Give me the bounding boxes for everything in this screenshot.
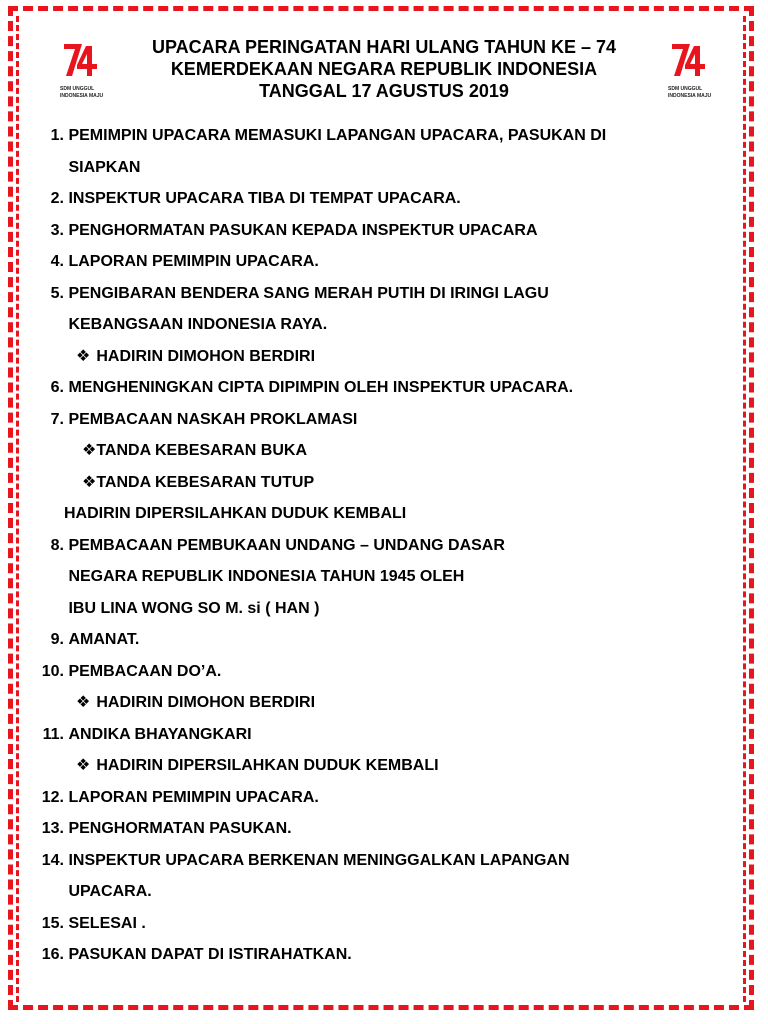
diamond-bullet-icon: ❖ — [76, 347, 91, 365]
item-text: INSPEKTUR UPACARA TIBA DI TEMPAT UPACARA. — [68, 190, 461, 207]
list-item — [26, 624, 730, 656]
item-number: 11. — [42, 725, 64, 743]
diamond-bullet-icon: ❖ — [82, 442, 97, 459]
sub-item — [26, 435, 730, 467]
item-number: 14. — [41, 851, 64, 869]
item-text: PASUKAN DAPAT DI ISTIRAHATKAN. — [68, 946, 352, 963]
item-number: 16. — [41, 946, 64, 963]
item-text: PENGIBARAN BENDERA SANG MERAH PUTIH DI IRINGI LAGU — [68, 284, 549, 302]
list-item — [26, 246, 730, 278]
item-text: SIAPKAN — [68, 158, 141, 176]
sub-item-text: HADIRIN DIPERSILAHKAN DUDUK KEMBALI — [96, 757, 439, 774]
item-text: ANDIKA BHAYANGKARI — [68, 725, 252, 743]
diamond-bullet-icon: ❖ — [82, 473, 97, 491]
list-item — [26, 120, 730, 183]
item-number: 7. — [50, 410, 64, 428]
item-text: PEMIMPIN UPACARA MEMASUKI LAPANGAN UPACARA, PASUKAN DI — [68, 127, 607, 144]
item-text: PEMBACAAN PEMBUKAAN UNDANG – UNDANG DASAR — [68, 536, 505, 554]
list-item — [26, 215, 730, 247]
logo-caption-1: SDM UNGGUL — [60, 86, 95, 92]
item-number: 15. — [41, 914, 64, 932]
list-item — [26, 782, 730, 814]
logo-74-icon — [60, 40, 100, 80]
item-text: PEMBACAAN DO’A. — [68, 662, 222, 680]
sub-item — [26, 467, 730, 499]
item-text: LAPORAN PEMIMPIN UPACARA. — [68, 788, 319, 806]
logo-74-icon — [668, 40, 708, 80]
list-item — [26, 656, 730, 688]
hut-74-logo-left — [60, 40, 116, 100]
title-line-3: TANGGAL 17 AGUSTUS 2019 — [259, 81, 509, 101]
item-text: PENGHORMATAN PASUKAN. — [68, 820, 292, 837]
diamond-bullet-icon: ❖ — [76, 757, 91, 774]
list-item — [26, 908, 730, 940]
list-item — [26, 183, 730, 215]
item-text: LAPORAN PEMIMPIN UPACARA. — [68, 253, 319, 270]
item-number: 9. — [50, 631, 64, 648]
list-item — [26, 530, 730, 625]
list-item — [26, 939, 730, 971]
ceremony-agenda-list — [26, 120, 730, 971]
item-number: 5. — [50, 284, 64, 302]
item-number: 2. — [50, 190, 64, 207]
item-text: PEMBACAAN NASKAH PROKLAMASI — [68, 410, 358, 428]
list-item — [26, 404, 730, 436]
item-note: HADIRIN DIPERSILAHKAN DUDUK KEMBALI — [64, 505, 407, 522]
logo-caption-2: INDONESIA MAJU — [60, 93, 104, 99]
list-item — [26, 278, 730, 341]
item-number: 1. — [50, 127, 64, 144]
sub-item-text: HADIRIN DIMOHON BERDIRI — [96, 347, 316, 365]
item-number: 8. — [50, 536, 64, 554]
item-text: AMANAT. — [68, 631, 140, 648]
logo-caption-2: INDONESIA MAJU — [668, 93, 712, 99]
item-number: 3. — [50, 221, 64, 239]
title-line-1: UPACARA PERINGATAN HARI ULANG TAHUN KE – 74 — [151, 37, 617, 57]
title-line-2: KEMERDEKAAN NEGARA REPUBLIK INDONESIA — [170, 59, 598, 79]
sub-item — [26, 341, 730, 373]
document-title — [110, 36, 658, 102]
item-number: 4. — [50, 253, 64, 270]
sub-item — [26, 750, 730, 782]
item-text: PENGHORMATAN PASUKAN KEPADA INSPEKTUR UPACARA — [68, 221, 538, 239]
item-text: INSPEKTUR UPACARA BERKENAN MENINGGALKAN LAPANGAN — [68, 851, 570, 869]
item-number: 13. — [41, 820, 64, 837]
list-item — [26, 719, 730, 751]
item-text: SELESAI . — [68, 914, 146, 932]
item-text: UPACARA. — [68, 883, 152, 900]
list-item — [26, 372, 730, 404]
list-item — [26, 845, 730, 908]
item-text: NEGARA REPUBLIK INDONESIA TAHUN 1945 OLEH — [68, 568, 465, 585]
diamond-bullet-icon: ❖ — [76, 694, 91, 711]
item-number: 12. — [41, 788, 64, 806]
item-number: 6. — [50, 379, 64, 396]
logo-caption-1: SDM UNGGUL — [668, 86, 703, 92]
sub-item — [26, 687, 730, 719]
sub-item-text: TANDA KEBESARAN BUKA — [96, 442, 308, 459]
item-text: KEBANGSAAN INDONESIA RAYA. — [68, 316, 328, 333]
item-text: MENGHENINGKAN CIPTA DIPIMPIN OLEH INSPEKTUR UPACARA. — [68, 379, 574, 396]
sub-item-text: HADIRIN DIMOHON BERDIRI — [96, 694, 316, 711]
hut-74-logo-right — [668, 40, 724, 100]
item-text: IBU LINA WONG SO M. si ( HAN ) — [68, 599, 320, 617]
item-number: 10. — [41, 662, 64, 680]
list-item — [26, 813, 730, 845]
sub-item-text: TANDA KEBESARAN TUTUP — [96, 473, 315, 491]
